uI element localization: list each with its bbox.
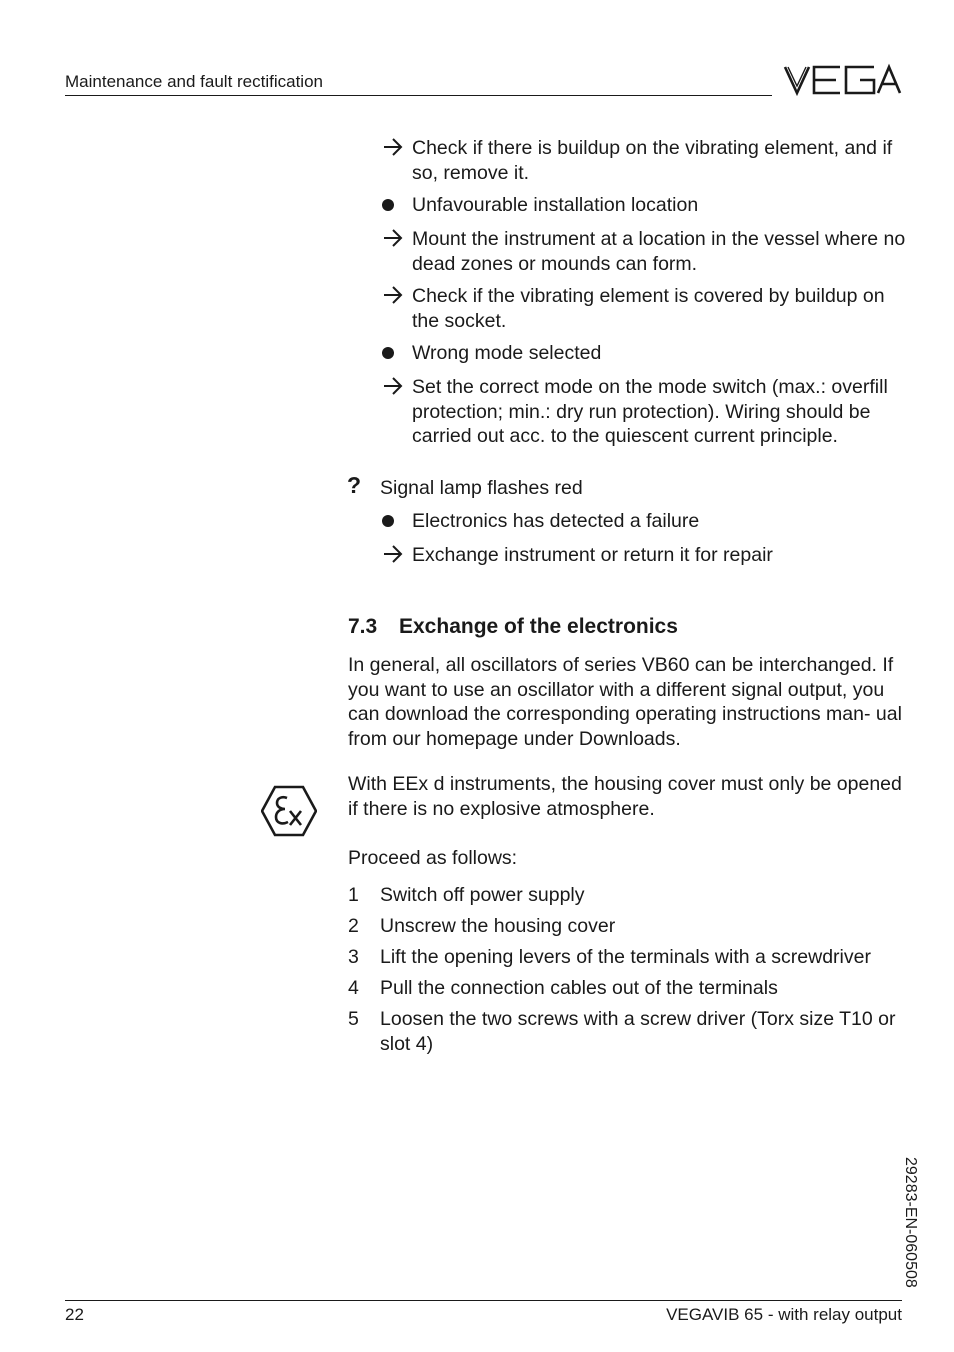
bullet-dot-icon bbox=[382, 199, 406, 211]
page-number: 22 bbox=[65, 1305, 84, 1324]
bullet-dot-icon bbox=[382, 347, 406, 359]
ex-explosion-protection-icon bbox=[261, 785, 317, 837]
proceed-text: Proceed as follows: bbox=[348, 847, 518, 869]
step-text: Pull the connection cables out of the terminals bbox=[380, 977, 778, 999]
section-heading bbox=[348, 615, 678, 639]
remedy-text: Check if the vibrating element is covered by buildup on the socket. bbox=[412, 285, 885, 332]
vega-logo bbox=[782, 62, 902, 98]
step-number: 2 bbox=[348, 915, 359, 937]
bullet-dot-icon bbox=[382, 515, 406, 527]
step-number: 4 bbox=[348, 977, 359, 999]
section-number: 7.3 bbox=[348, 615, 378, 638]
cause-text: Unfavourable installation location bbox=[412, 194, 699, 216]
step-number: 3 bbox=[348, 946, 359, 968]
footer-rule bbox=[65, 1300, 902, 1301]
question-mark-icon: ? bbox=[347, 472, 362, 498]
section-title: Exchange of the electronics bbox=[399, 615, 678, 638]
step-text: Loosen the two screws with a screw driver (Torx size T10 or slot 4) bbox=[380, 1008, 896, 1055]
right-arrow-icon bbox=[382, 136, 406, 163]
section-intro: In general, all oscillators of series VB60 can be interchanged. If you want to use an oscillator with a different signal output, you can download the corresponding operating instructions man- ual from our homepage under Downloads. bbox=[348, 654, 902, 750]
remedy-text: Mount the instrument at a location in the vessel where no dead zones or mounds can form. bbox=[412, 228, 906, 275]
remedy-text: Check if there is buildup on the vibrating element, and if so, remove it. bbox=[412, 137, 893, 184]
step-number: 1 bbox=[348, 884, 359, 906]
document-code: 29283-EN-060508 bbox=[902, 1157, 919, 1288]
fault-title: Signal lamp flashes red bbox=[380, 477, 583, 499]
ex-safety-note: With EEx d instruments, the housing cover must only be opened if there is no explosive atmosphere. bbox=[348, 773, 902, 820]
remedy-text: Set the correct mode on the mode switch (max.: overfill protection; min.: dry run protection). Wiring should be carried out acc. to the quiescent current principle. bbox=[412, 376, 888, 447]
header-section-title: Maintenance and fault rectification bbox=[65, 72, 323, 91]
footer-product: VEGAVIB 65 - with relay output bbox=[666, 1305, 902, 1324]
step-text: Unscrew the housing cover bbox=[380, 915, 616, 937]
step-text: Lift the opening levers of the terminals with a screwdriver bbox=[380, 946, 871, 968]
remedy-text: Exchange instrument or return it for repair bbox=[412, 544, 773, 566]
right-arrow-icon bbox=[382, 375, 406, 402]
right-arrow-icon bbox=[382, 284, 406, 311]
right-arrow-icon bbox=[382, 543, 406, 570]
right-arrow-icon bbox=[382, 227, 406, 254]
step-text: Switch off power supply bbox=[380, 884, 585, 906]
step-number: 5 bbox=[348, 1008, 359, 1030]
header-rule bbox=[65, 95, 772, 96]
cause-text: Wrong mode selected bbox=[412, 342, 602, 364]
cause-text: Electronics has detected a failure bbox=[412, 510, 700, 532]
